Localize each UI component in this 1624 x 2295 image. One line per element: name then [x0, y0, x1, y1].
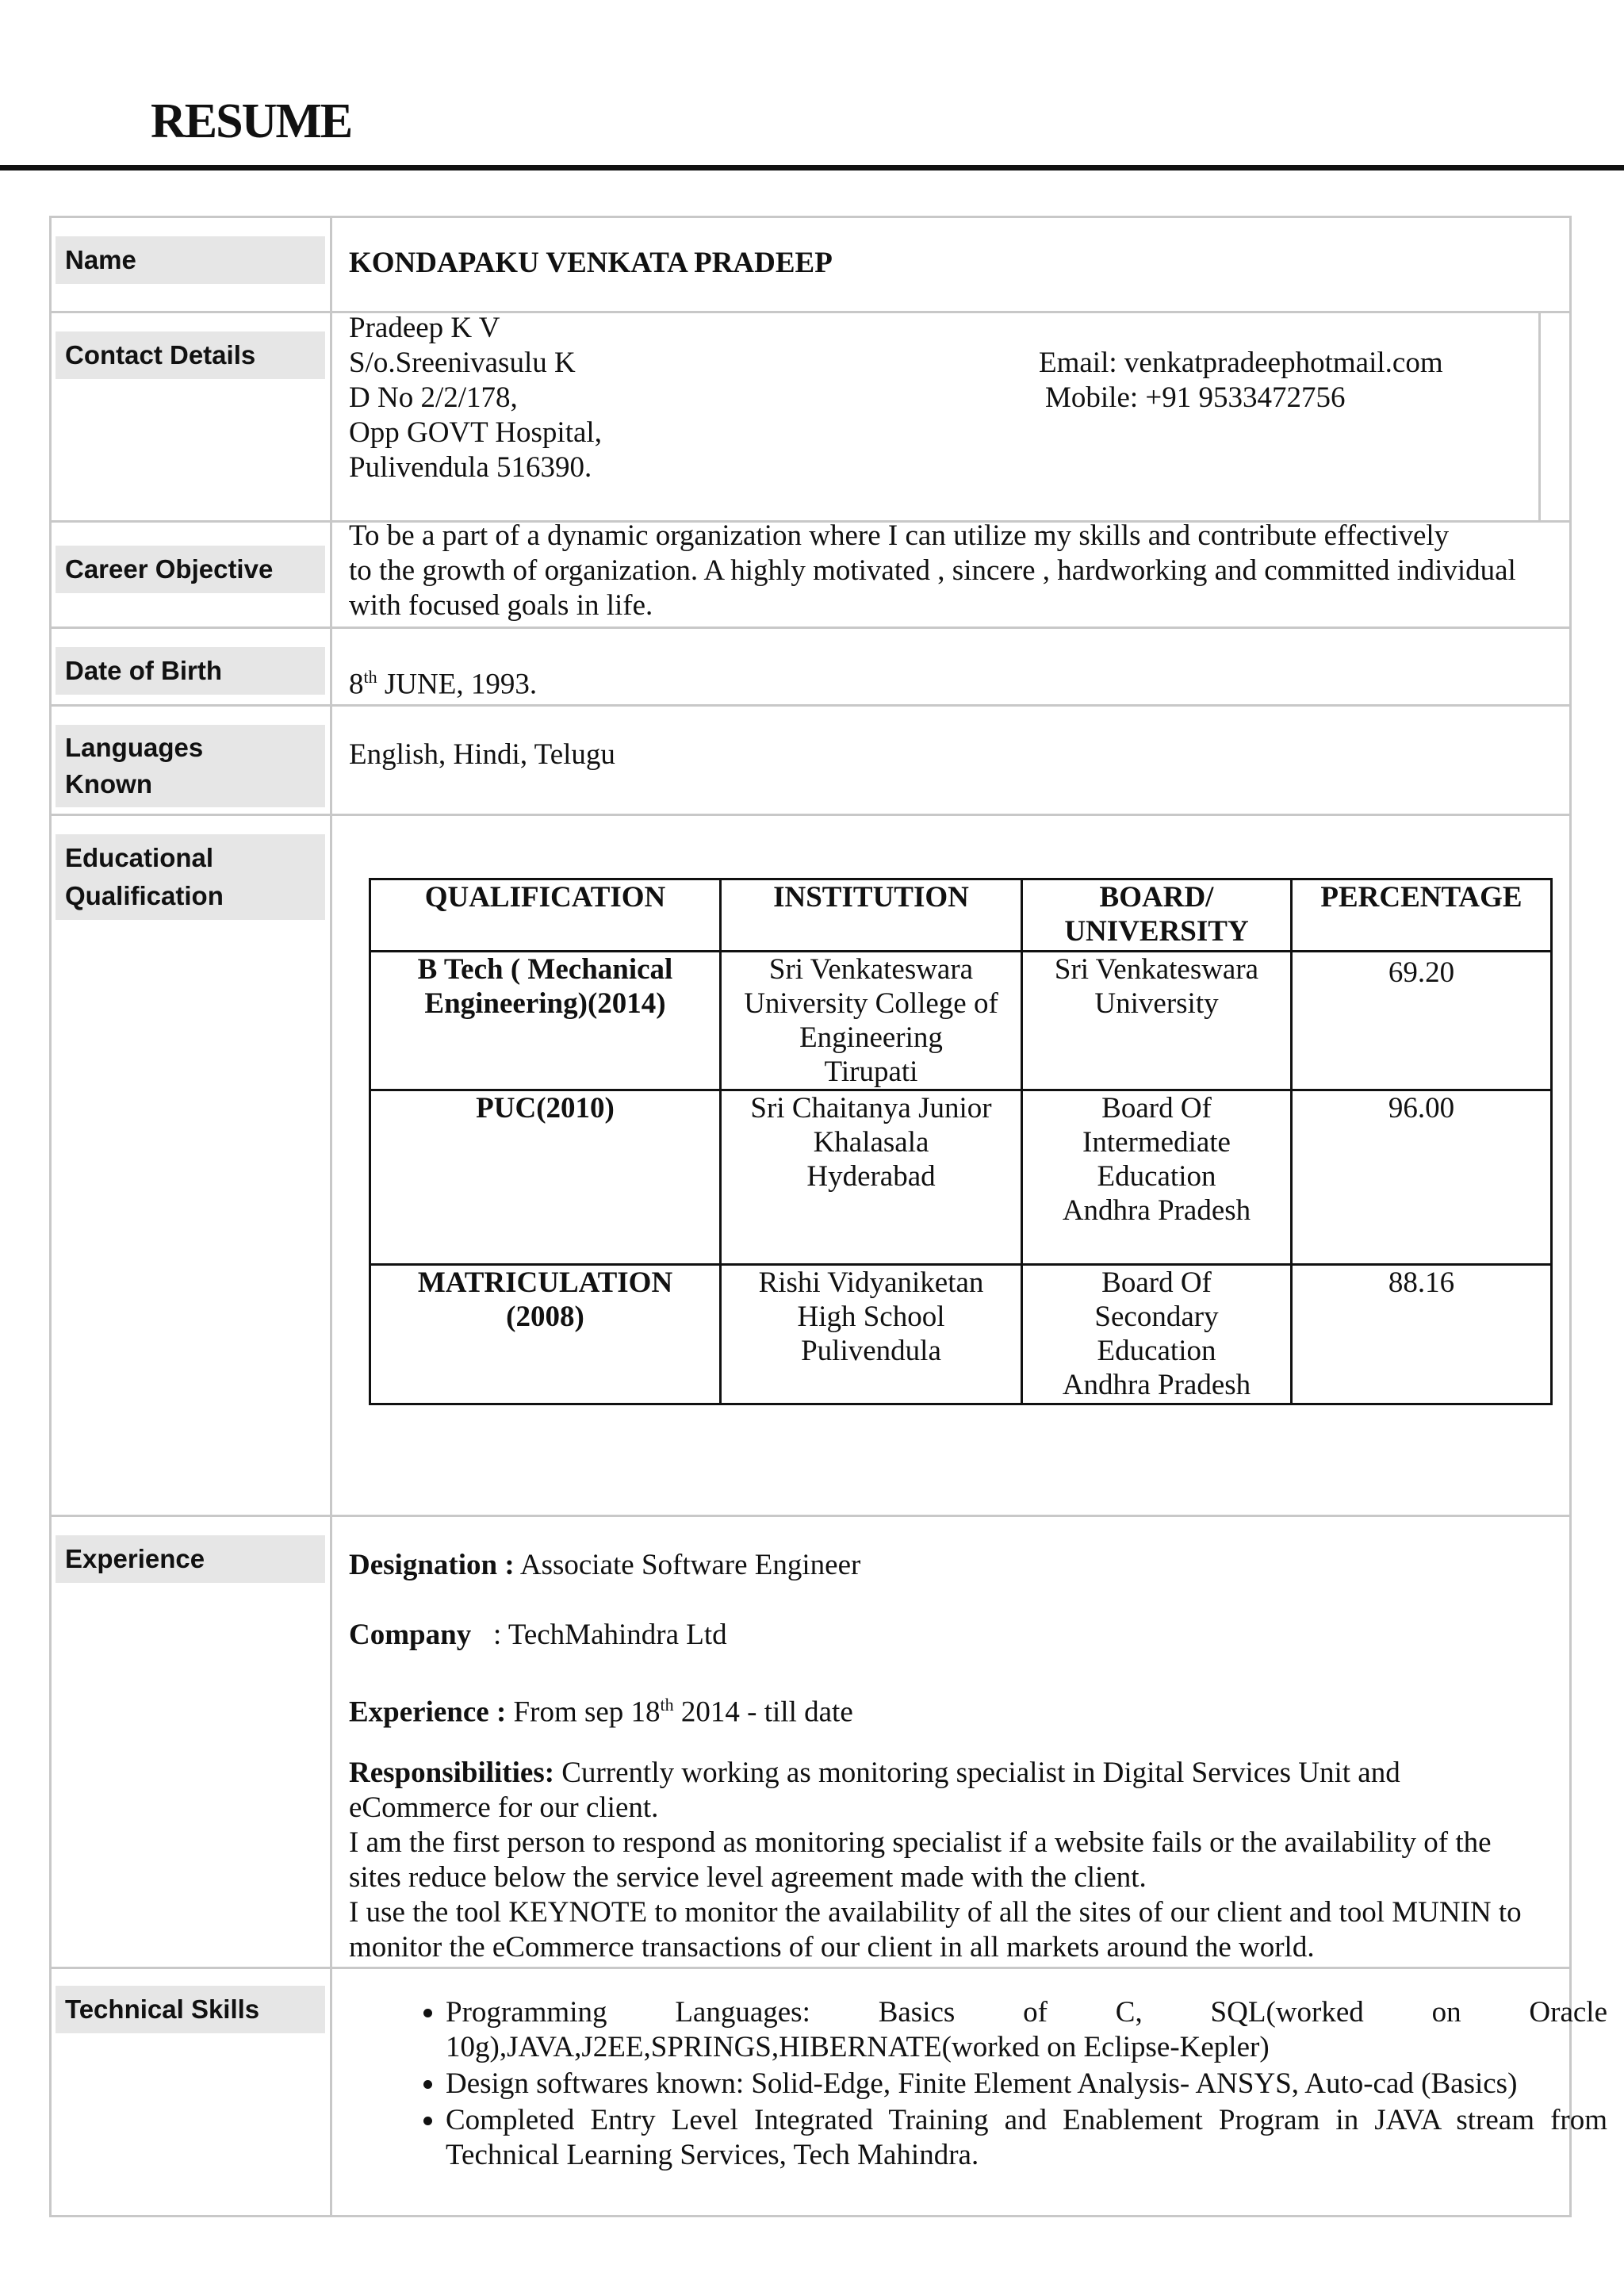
dob-label: Date of Birth: [56, 647, 325, 695]
institution-line: University College of: [744, 987, 998, 1020]
dob-suffix: th: [363, 667, 377, 687]
address-line: Pradeep K V: [349, 312, 500, 344]
responsibilities-line: I am the first person to respond as monitoring specialist if a website fails or the availability of the: [349, 1826, 1492, 1859]
board-line: Education: [1097, 1160, 1216, 1193]
institution-cell: [721, 952, 1022, 1090]
responsibilities-block: [349, 1756, 1558, 1965]
experience-value: From sep 18: [506, 1695, 661, 1729]
contact-mobile: Mobile: +91 9533472756: [1045, 381, 1346, 414]
education-header-row: [370, 879, 1552, 952]
objective-line: with focused goals in life.: [349, 589, 653, 622]
row-divider: [49, 311, 1572, 313]
board-line: Secondary: [1094, 1301, 1219, 1333]
technical-skills-list: [396, 1995, 1607, 2174]
experience-value-post: 2014 - till date: [673, 1695, 853, 1729]
qualification-cell: PUC(2010): [370, 1090, 721, 1265]
education-table: [369, 878, 1553, 1405]
address-line: S/o.Sreenivasulu K: [349, 347, 576, 379]
institution-cell: [721, 1090, 1022, 1265]
board-line: Andhra Pradesh: [1062, 1194, 1251, 1227]
row-divider: [49, 1967, 1572, 1969]
board-line: Andhra Pradesh: [1062, 1369, 1251, 1401]
board-line: Intermediate: [1082, 1126, 1231, 1159]
board-cell: [1022, 1265, 1292, 1404]
company-key: Company: [349, 1619, 472, 1651]
contact-label: Contact Details: [56, 331, 325, 379]
responsibilities-line: eCommerce for our client.: [349, 1791, 659, 1824]
list-item: • Programming Languages: Basics of C, SQL(worked on Oracle 10g),JAVA,J2EE,SPRINGS,HIBERNATE(worked on Eclipse-Kepler): [446, 1995, 1607, 2065]
responsibilities-line: [349, 1756, 1558, 1791]
header-board: BOARD/ UNIVERSITY: [1022, 879, 1292, 952]
board-cell: [1022, 952, 1292, 1090]
contact-email: Email: venkatpradeephotmail.com: [1039, 347, 1443, 379]
languages-label-line: Known: [65, 769, 152, 799]
institution-line: Hyderabad: [806, 1160, 936, 1193]
designation-key: Designation :: [349, 1549, 515, 1581]
company-value: : TechMahindra Ltd: [471, 1619, 727, 1651]
board-line: University: [1094, 987, 1219, 1020]
company-line: [349, 1618, 727, 1653]
responsibilities-text: Currently working as monitoring specialist in Digital Services Unit and: [554, 1757, 1400, 1789]
board-line: Board Of: [1101, 1092, 1212, 1125]
board-line: Sri Venkateswara: [1054, 953, 1259, 986]
experience-label: Experience: [56, 1535, 325, 1583]
dob-day: 8: [349, 668, 364, 701]
title-rule: [0, 165, 1624, 170]
address-line: Pulivendula 516390.: [349, 451, 592, 484]
education-label-line: Qualification: [65, 881, 224, 910]
header-institution: INSTITUTION: [721, 879, 1022, 952]
institution-line: Khalasala: [813, 1126, 929, 1159]
table-row: [370, 1090, 1552, 1265]
career-objective-text: [349, 519, 1516, 623]
experience-duration-line: [349, 1688, 853, 1730]
career-objective-label: Career Objective: [56, 546, 325, 593]
header-percentage: PERCENTAGE: [1292, 879, 1552, 952]
institution-line: Sri Chaitanya Junior: [750, 1092, 992, 1125]
institution-line: Tirupati: [824, 1056, 918, 1088]
dob-value: [349, 660, 537, 702]
qualification-cell: MATRICULATION (2008): [370, 1265, 721, 1404]
address-line: Opp GOVT Hospital,: [349, 416, 602, 449]
institution-line: Sri Venkateswara: [768, 953, 974, 986]
column-divider: [330, 216, 332, 2217]
row-divider: [49, 814, 1572, 816]
name-label: Name: [56, 236, 325, 284]
list-item: • Completed Entry Level Integrated Training and Enablement Program in JAVA stream from Technical Learning Services, Tech Mahindra.: [446, 2103, 1607, 2173]
education-label-line: Educational: [65, 843, 214, 872]
responsibilities-line: monitor the eCommerce transactions of our client in all markets around the world.: [349, 1931, 1315, 1964]
table-row: [370, 952, 1552, 1090]
objective-line: To be a part of a dynamic organization where I can utilize my skills and contribute effectively: [349, 519, 1450, 552]
designation-value: Associate Software Engineer: [514, 1549, 861, 1581]
dob-rest: JUNE, 1993.: [377, 668, 538, 701]
institution-line: High School: [797, 1301, 945, 1333]
board-cell: [1022, 1090, 1292, 1265]
percentage-cell: 96.00: [1292, 1090, 1552, 1265]
address-line: D No 2/2/178,: [349, 381, 518, 414]
board-line: Education: [1097, 1335, 1216, 1367]
experience-suffix: th: [660, 1695, 674, 1715]
institution-line: Pulivendula: [801, 1335, 941, 1367]
board-line: Board Of: [1101, 1266, 1212, 1299]
row-divider: [49, 626, 1572, 629]
percentage-cell: 88.16: [1292, 1265, 1552, 1404]
header-qualification: QUALIFICATION: [370, 879, 721, 952]
responsibilities-line: sites reduce below the service level agreement made with the client.: [349, 1861, 1147, 1894]
row-divider: [49, 1515, 1572, 1517]
qualification-cell: B Tech ( Mechanical Engineering)(2014): [370, 952, 721, 1090]
document-title: RESUME: [151, 94, 352, 148]
languages-label: [56, 725, 325, 807]
institution-cell: [721, 1265, 1022, 1404]
contact-address: [349, 311, 602, 485]
responsibilities-line: I use the tool KEYNOTE to monitor the availability of all the sites of our client and tool MUNIN to: [349, 1896, 1522, 1929]
institution-line: Rishi Vidyaniketan: [758, 1266, 984, 1299]
experience-key: Experience :: [349, 1695, 507, 1729]
education-label: [56, 834, 325, 920]
list-item: • Design softwares known: Solid-Edge, Finite Element Analysis- ANSYS, Auto-cad (Basics): [446, 2067, 1607, 2102]
responsibilities-key: Responsibilities:: [349, 1757, 555, 1789]
contact-inner-border: [1538, 311, 1541, 520]
name-value: KONDAPAKU VENKATA PRADEEP: [349, 247, 833, 279]
row-divider: [49, 704, 1572, 707]
designation-line: [349, 1548, 860, 1583]
percentage-cell: 69.20: [1292, 952, 1552, 1090]
languages-label-line: Languages: [65, 733, 204, 762]
institution-line: Engineering: [799, 1021, 943, 1054]
technical-skills-label: Technical Skills: [56, 1986, 325, 2033]
languages-value: English, Hindi, Telugu: [349, 738, 615, 771]
objective-line: to the growth of organization. A highly motivated , sincere , hardworking and committed individual: [349, 554, 1516, 587]
table-row: [370, 1265, 1552, 1404]
